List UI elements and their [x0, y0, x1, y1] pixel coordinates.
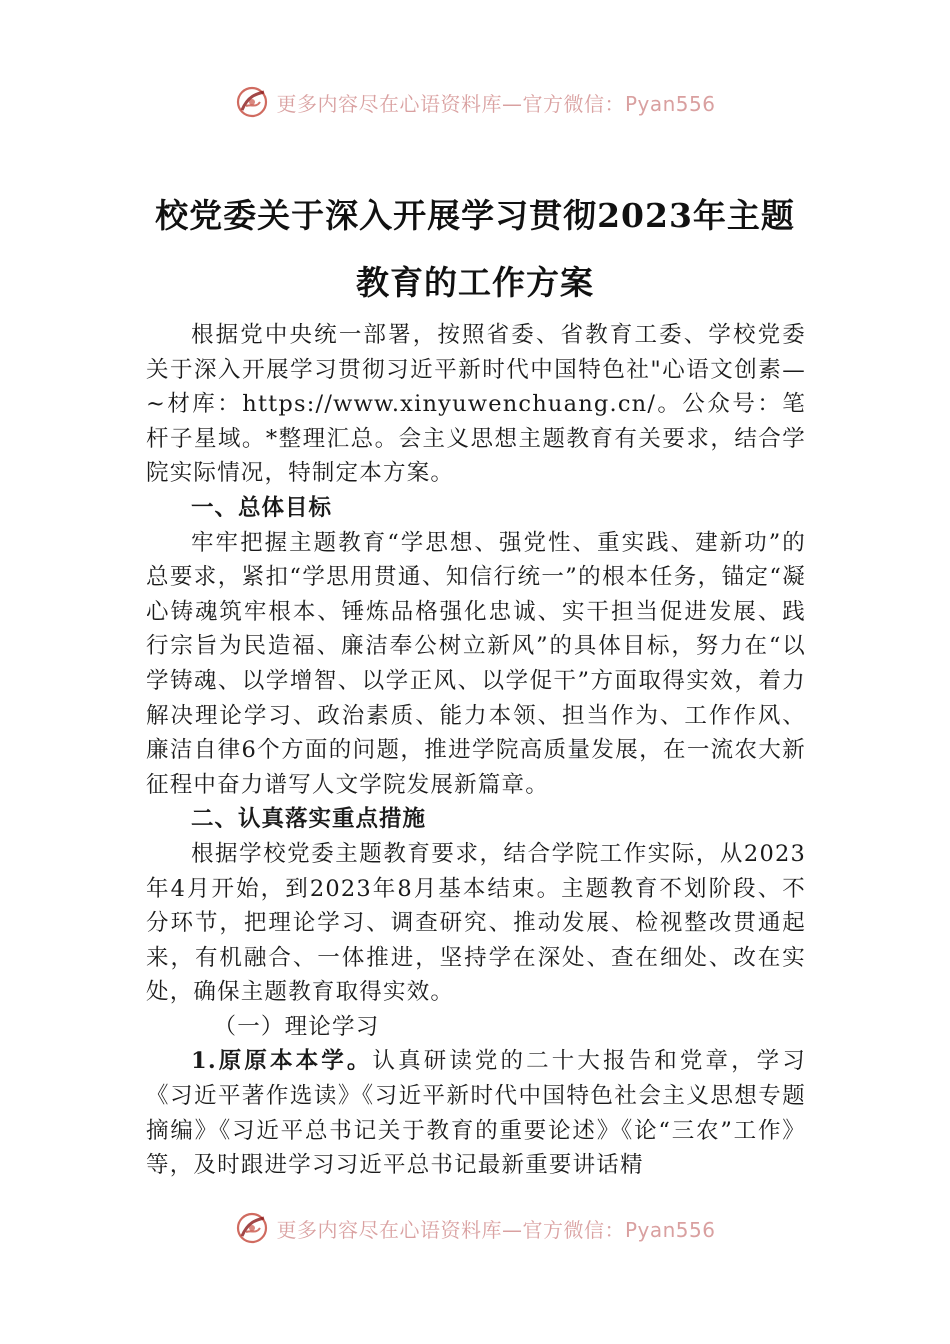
study-paragraph [146, 1044, 806, 1182]
study-paragraph-lead: 1.原原本本学。 [191, 1048, 373, 1075]
section-heading-1: 一、总体目标 [191, 494, 333, 521]
red-ink-seal-logo-icon [234, 1210, 270, 1246]
goals-paragraph: 牢牢把握主题教育“学思想、强党性、重实践、建新功”的总要求，紧扣“学思用贯通、知信行统一”的根本任务，锚定“凝心铸魂筑牢根本、锤炼品格强化忠诚、实干担当促进发展、践行宗旨为民造福、廉洁奉公树立新风”的具体目标，努力在“以学铸魂、以学增智、以学正风、以学促干”方面取得实效，着力解决理论学习、政治素质、能力本领、担当作为、工作作风、廉洁自律6个方面的问题，推进学院高质量发展，在一流农大新征程中奋力谱写人文学院发展新篇章。 [146, 529, 806, 798]
section-heading-2: 二、认真落实重点措施 [191, 806, 427, 833]
document-body [146, 318, 806, 1183]
document-title-line2: 教育的工作方案 [356, 263, 594, 302]
red-ink-seal-logo-icon [234, 84, 270, 120]
document-title-line1: 校党委关于深入开展学习贯彻2023年主题 [155, 196, 795, 235]
intro-paragraph: 根据党中央统一部署，按照省委、省教育工委、学校党委关于深入开展学习贯彻习近平新时代中国特色社"心语文创素—~材库：https://www.xinyuwenchuang.cn/。公众号：笔杆子星域。*整理汇总。会主义思想主题教育有关要求，结合学院实际情况，特制定本方案。 [146, 322, 806, 487]
watermark-text-footer: 更多内容尽在心语资料库—官方微信：Pyan556 [276, 1217, 716, 1242]
watermark-header [0, 84, 950, 120]
measures-paragraph: 根据学校党委主题教育要求，结合学院工作实际，从2023年4月开始，到2023年8月基本结束。主题教育不划阶段、不分环节，把理论学习、调查研究、推动发展、检视整改贯通起来，有机融合、一体推进，坚持学在深处、查在细处、改在实处，确保主题教育取得实效。 [146, 840, 806, 1006]
subsection-heading-1: （一）理论学习 [213, 1013, 380, 1040]
study-paragraph-text: 认真研读党的二十大报告和党章，学习《习近平著作选读》《习近平新时代中国特色社会主义思想专题摘编》《习近平总书记关于教育的重要论述》《论“三农”工作》等，及时跟进学习习近平总书记最新重要讲话精 [146, 1048, 806, 1179]
watermark-footer [0, 1210, 950, 1246]
watermark-text: 更多内容尽在心语资料库—官方微信：Pyan556 [276, 91, 716, 116]
